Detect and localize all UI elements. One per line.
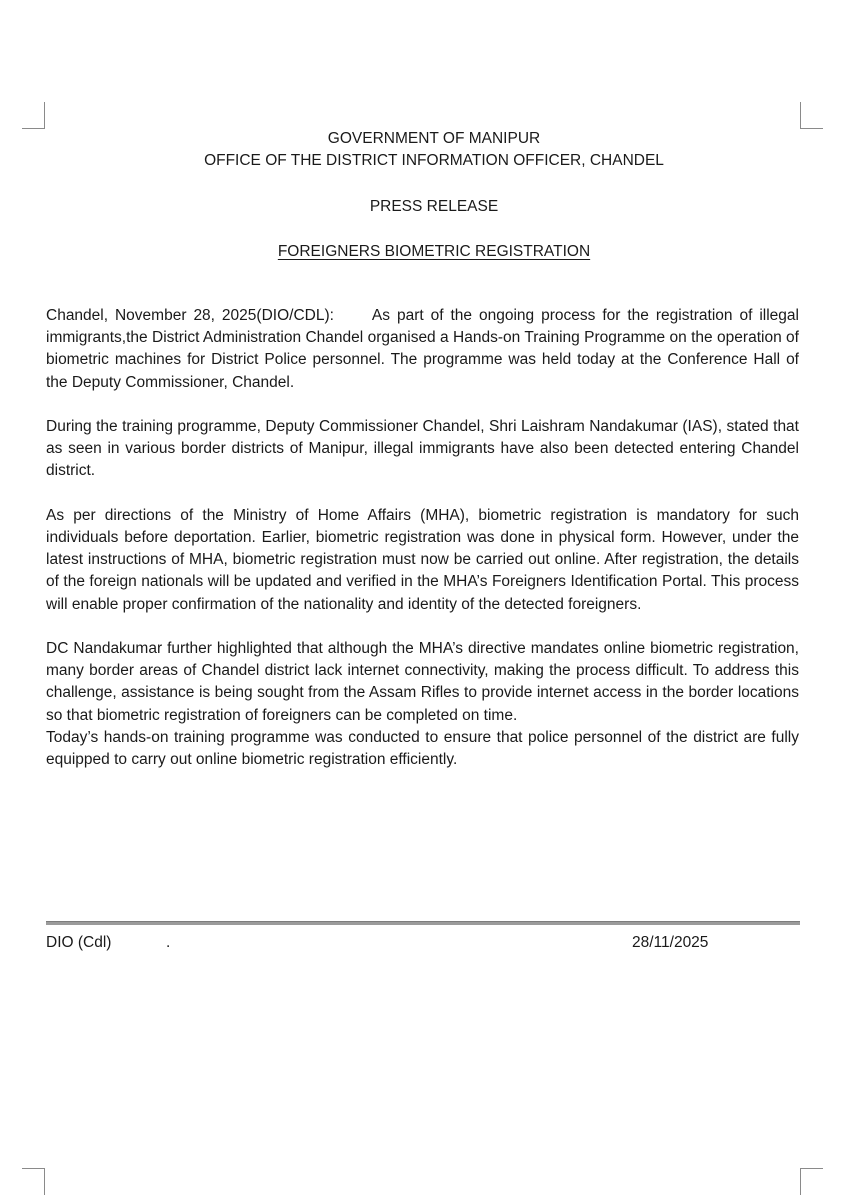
- dateline: Chandel, November 28, 2025(DIO/CDL):: [46, 307, 334, 324]
- headline: FOREIGNERS BIOMETRIC REGISTRATION: [277, 243, 591, 260]
- crop-mark-top-left: [22, 102, 45, 129]
- paragraph-5: Today’s hands-on training programme was conducted to ensure that police personnel of the district are fully equipped to carry out online biometric registration efficiently.: [46, 728, 799, 769]
- government-title: GOVERNMENT OF MANIPUR: [327, 130, 541, 147]
- crop-mark-bottom-right: [800, 1168, 823, 1195]
- office-title: OFFICE OF THE DISTRICT INFORMATION OFFICER, CHANDEL: [204, 152, 664, 169]
- press-release-label: PRESS RELEASE: [369, 198, 499, 215]
- crop-mark-bottom-left: [22, 1168, 45, 1195]
- paragraph-3: As per directions of the Ministry of Home Affairs (MHA), biometric registration is mandatory for such individuals before deportation. Earlier, biometric registration was done in physical form. However, under the latest instructions of MHA, biometric registration must now be carried out online. After registration, the details of the foreign nationals will be updated and verified in the MHA’s Foreigners Identification Portal. This process will enable proper confirmation of the nationality and identity of the detected foreigners.: [46, 506, 799, 613]
- paragraph-2: During the training programme, Deputy Commissioner Chandel, Shri Laishram Nandakumar (IAS), stated that as seen in various border districts of Manipur, illegal immigrants have also been detected entering Chandel district.: [46, 418, 799, 480]
- footer-separator: .: [166, 934, 171, 951]
- issue-date: 28/11/2025: [632, 934, 709, 951]
- press-release-body: [46, 305, 799, 771]
- paragraph-1: [46, 305, 799, 394]
- paragraph-4: DC Nandakumar further highlighted that although the MHA’s directive mandates online biometric registration, many border areas of Chandel district lack internet connectivity, making the process difficult. To address this challenge, assistance is being sought from the Assam Rifles to provide internet access in the border locations so that biometric registration of foreigners can be completed on time.: [46, 640, 799, 724]
- issuer-signature: DIO (Cdl): [46, 934, 112, 951]
- footer-divider: [46, 921, 800, 925]
- paragraph-1-text: As part of the ongoing process for the registration of illegal immigrants,the District Administration Chandel organised a Hands-on Training Programme on the operation of biometric machines for District Police personnel. The programme was held today at the Conference Hall of the Deputy Commissioner, Chandel.: [46, 307, 799, 391]
- crop-mark-top-right: [800, 102, 823, 129]
